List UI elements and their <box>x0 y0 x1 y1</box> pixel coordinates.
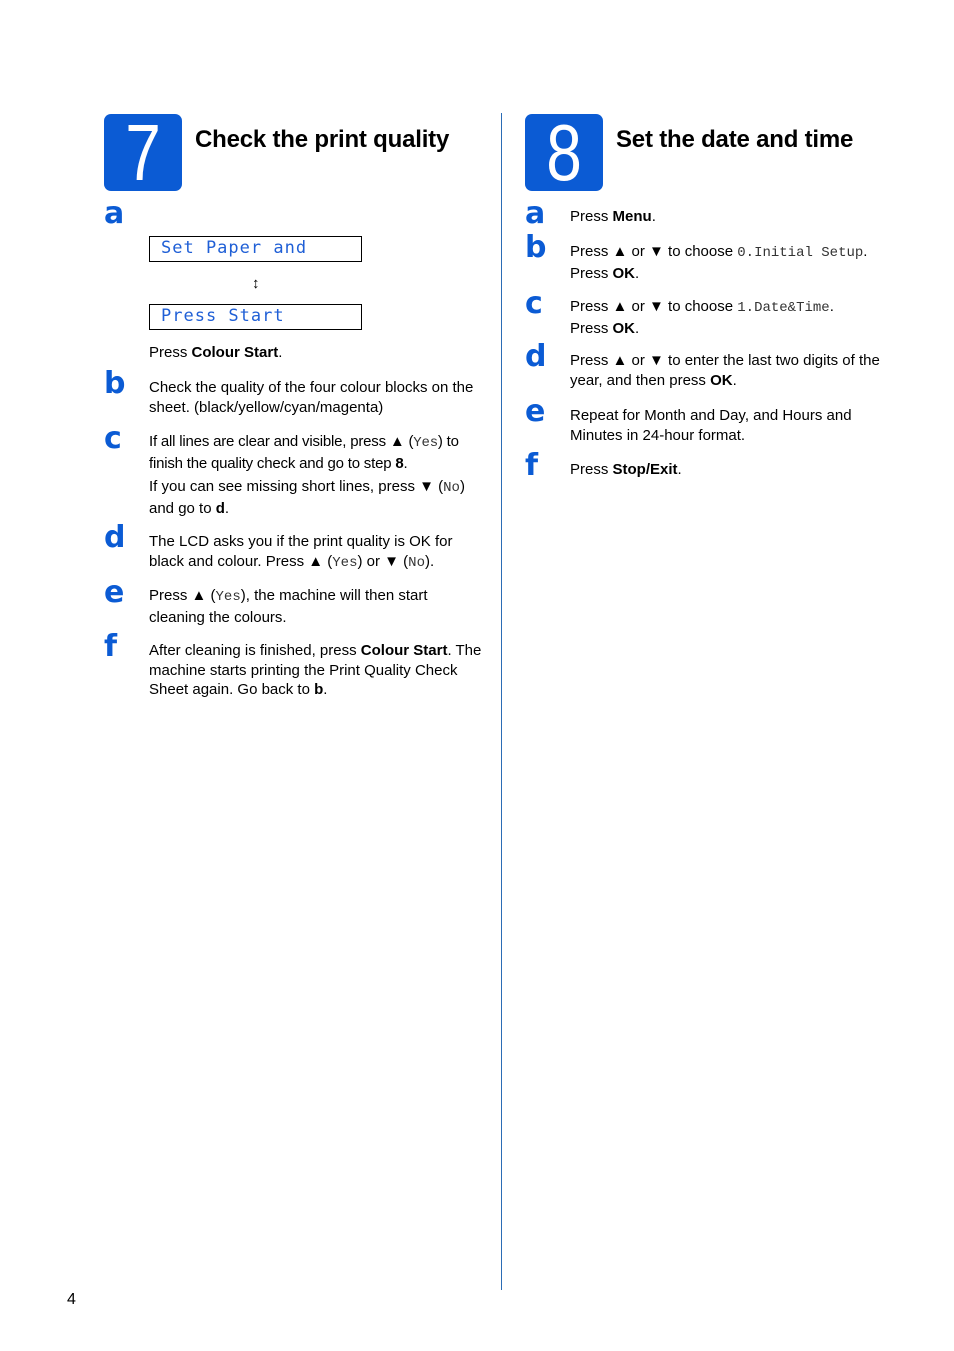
step-8-letter-b: b <box>525 230 547 265</box>
step-8-letter-a: a <box>525 196 546 231</box>
step-7b-text: Check the quality of the four colour blocks on the sheet. (black/yellow/cyan/magenta) <box>149 379 474 416</box>
step-8-letter-d: d <box>525 339 547 374</box>
step-7-badge <box>104 108 182 197</box>
step-7-letter-d: d <box>104 520 126 555</box>
step-8-number: 8 <box>546 108 582 197</box>
step-8-letter-e: e <box>525 394 546 429</box>
step-7a-text: Press Colour Start. <box>149 344 283 361</box>
step-8d-text: Press ▲ or ▼ to enter the last two digits of the year, and then press OK. <box>570 352 880 389</box>
step-7-letter-b: b <box>104 366 126 401</box>
column-divider <box>501 113 502 1290</box>
step-8b-text: Press ▲ or ▼ to choose 0.Initial Setup. Press OK. <box>570 243 868 282</box>
step-8c-text: Press ▲ or ▼ to choose 1.Date&Time. Press OK. <box>570 298 834 337</box>
page-number: 4 <box>67 1291 76 1308</box>
step-7-letter-a: a <box>104 196 125 231</box>
step-7f-text: After cleaning is finished, press Colour Start. The machine starts printing the Print Quality Check Sheet again. Go back to b. <box>149 642 482 698</box>
step-8a-text: Press Menu. <box>570 208 656 225</box>
lcd-display-line-2 <box>149 304 362 330</box>
step-8e-text: Repeat for Month and Day, and Hours and Minutes in 24-hour format. <box>570 407 852 444</box>
lcd-text-1: Set Paper and <box>161 238 308 258</box>
lcd-display-line-1 <box>149 236 362 262</box>
step-7-title: Check the print quality <box>195 126 450 153</box>
step-7d-text: The LCD asks you if the print quality is OK for black and colour. Press ▲ (Yes) or ▼ (No). <box>149 533 453 571</box>
step-7c-text-2: If you can see missing short lines, press ▼ (No) and go to d. <box>149 478 465 517</box>
step-7-number: 7 <box>125 108 161 197</box>
step-7-letter-f: f <box>104 629 118 664</box>
step-8-title: Set the date and time <box>616 126 854 153</box>
step-8-letter-c: c <box>525 286 543 321</box>
step-7e-text: Press ▲ (Yes), the machine will then start cleaning the colours. <box>149 587 428 626</box>
step-7-letter-c: c <box>104 421 122 456</box>
step-8f-text: Press Stop/Exit. <box>570 461 682 478</box>
step-8-badge <box>525 108 603 197</box>
step-7c-text-1: If all lines are clear and visible, press ▲ (Yes) to finish the quality check and go to step 8. <box>149 433 459 472</box>
step-8-letter-f: f <box>525 448 539 483</box>
step-7-letter-e: e <box>104 575 125 610</box>
up-down-arrow-icon: ↕ <box>252 275 260 292</box>
lcd-text-2: Press Start <box>161 306 285 326</box>
